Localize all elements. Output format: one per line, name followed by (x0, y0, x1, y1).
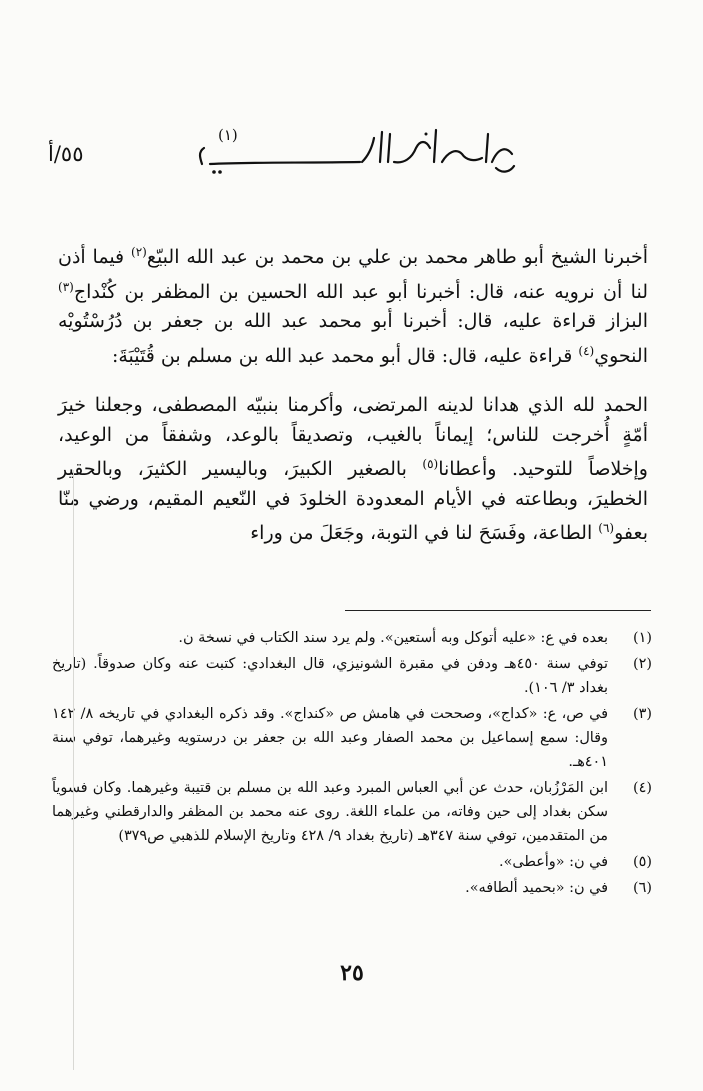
footnote-text: توفي سنة ٤٥٠هـ ودفن في مقبرة الشونيزي، قال البغدادي: كتبت عنه وكان صدوقاً. (تاريخ بغداد ٣/ ١٠٦). (52, 656, 608, 696)
footnote-ref: (٤) (578, 343, 595, 358)
footnote (52, 652, 652, 700)
footnote-ref: (٥) (422, 457, 439, 471)
footnote-text: ابن المَرْزُبان، حدث عن أبي العباس المبرد وعبد الله بن مسلم بن قتيبة وغيرهما. وكان فسوياً سكن بغداد إلى حين وفاته، من علماء اللغة. روى عنه محمد بن المظفر والدارقطني وغيرهما من المتقدمين، توفي سنة ٣٤٧هـ (تاريخ بغداد ٩/ ٤٢٨ وتاريخ الإسلام للذهبي ص٣٧٩) (52, 780, 608, 844)
opening-isnad-paragraph (58, 238, 648, 371)
footnote-text: في ن: «وأعطى». (499, 854, 608, 870)
footnote-number: (٢) (633, 656, 652, 672)
footnote (52, 626, 652, 650)
footnote (52, 776, 652, 848)
footnote (52, 702, 652, 774)
footnote (52, 876, 652, 900)
basmala-calligraphy (190, 118, 520, 178)
page-number: ٢٥ (340, 960, 364, 986)
footnote-number: (٥) (633, 854, 652, 870)
footnote-ref: (٣) (58, 279, 74, 294)
footnote (52, 850, 652, 874)
footnote-text: بعده في ع: «عليه أتوكل وبه أستعين». ولم يرد سند الكتاب في نسخة ن. (178, 630, 608, 646)
text-run: قراءة عليه، قال: قال أبو محمد عبد الله بن مسلم بن قُتَيْبَةَ: (111, 344, 579, 367)
footnote-number: (١) (633, 630, 652, 646)
footnote-number: (٣) (633, 706, 652, 722)
footnote-text: في ن: «بحميد ألطافه». (465, 880, 608, 896)
text-run: فيما أذن لنا أن نرويه عنه، قال: أخبرنا أبو عبد الله الحسين بن المظفر بن كُنْداج (58, 246, 648, 303)
footnote-ref: (٦) (598, 521, 615, 535)
footnote-number: (٦) (633, 880, 652, 896)
footnote-text: في ص، ع: «كداج»، وصححت في هامش ص «كنداج». وقد ذكره البغدادي في تاريخه ٨/ ١٤٢ وقال: سمع إسماعيل بن محمد الصفار وعبد الله بن جعفر بن درستويه وغيرهما، توفي سنة ٤٠١هـ. (52, 706, 608, 770)
footnote-separator (345, 610, 651, 611)
basmala-footnote-ref: (١) (218, 126, 238, 144)
text-run: الحمد لله الذي هدانا لدينه المرتضى، وأكرمنا بنبيّه المصطفى، وجعلنا خيرَ أمّةٍ أُخرجت للناس؛ إيماناً بالغيب، وتصديقاً بالوعد، وشفقاً من الوعيد، وإخلاصاً للتوحيد. وأعطانا (58, 394, 648, 480)
main-text (58, 238, 648, 549)
text-run: البزاز قراءة عليه، قال: أخبرنا أبو محمد عبد الله بن جعفر بن دُرُسْتُويْه النحوي (58, 310, 648, 367)
text-run: الطاعة، وفَسَحَ لنا في التوبة، وجَعَلَ من وراء (250, 522, 599, 544)
manuscript-folio-marker: ٥٥/أ (48, 142, 84, 166)
scan-artifact-line (73, 470, 74, 1070)
praise-paragraph (58, 391, 648, 549)
basmala-calligraphy-graphic (190, 118, 520, 178)
text-run: أخبرنا الشيخ أبو طاهر محمد بن علي بن محمد بن عبد الله البيّع (146, 246, 648, 268)
footnote-number: (٤) (633, 780, 652, 796)
footnote-ref: (٢) (131, 245, 147, 259)
footnotes (52, 626, 652, 902)
text-run: بالصغير الكبيرَ، وباليسير الكثيرَ، وبالحقير الخطيرَ، وبطاعته في الأيام المعدودة الخلودَ في النّعيم المقيم، ورضي منّا بعفو (58, 458, 648, 544)
